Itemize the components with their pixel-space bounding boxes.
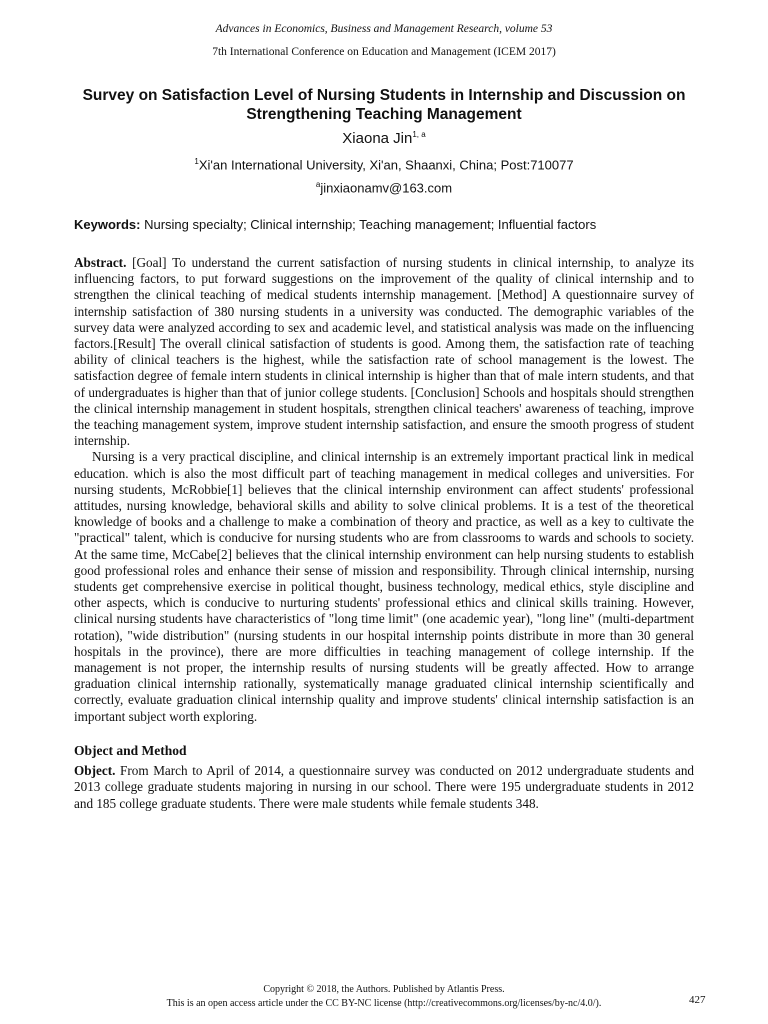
abstract-label: Abstract. (74, 255, 127, 270)
email-text[interactable]: jinxiaonamv@163.com (320, 180, 453, 196)
abstract-paragraph (74, 255, 694, 449)
journal-header: Advances in Economics, Business and Management Research, volume 53 (215, 23, 553, 35)
section-heading: Object and Method (74, 742, 187, 758)
object-label: Object. (74, 763, 116, 779)
abstract-text: [Goal] To understand the current satisfaction of nursing students in clinical internship, to analyze its influencing factors, to put forward suggestions on the improvement of the quality of clinical internship and to strengthen the clinical teaching of medical students internship management. [Method] A questionnaire survey of internship satisfaction of 380 nursing students in a university was conducted. The demographic variables of the survey data were analyzed according to sex and academic level, and statistical analysis was made on the influencing factors.[Result] The overall clinical satisfaction of students is good. Among them, the satisfaction rate of teaching ability of clinical teachers is the highest, while the satisfaction rate of school management is the lowest. The satisfaction degree of female intern students in clinical internship is higher than that of male intern students, and that of undergraduates is higher than that of junior college students. [Conclusion] Schools and hospitals should strengthen the clinical internship management in student hospitals, strengthen clinical teachers' awareness of teaching, improve the teaching management system, improve student internship satisfaction, and ensure the smooth progress of student internship. (74, 255, 694, 449)
author-superscript: 1, a (412, 130, 426, 139)
page-number: 427 (689, 994, 706, 1006)
keywords (74, 217, 694, 232)
author-line (0, 130, 768, 147)
keywords-label: Keywords: (74, 217, 141, 232)
intro-paragraph: Nursing is a very practical discipline, and clinical internship is an extremely important practical link in medical education. which is also the most difficult part of teaching management in medical colleges and universities. For nursing students, McRobbie[1] believes that the clinical internship environment can affect students' professional attitudes, nursing knowledge, behavioral skills and ability to solve clinical problems. It is a test of the theoretical knowledge of books and a challenge to make a combination of theory and practice, as well as a key to cultivate the "practical" talent, which is conducive for nursing students who are from classrooms to wards and schools to society. At the same time, McCabe[2] believes that the clinical internship environment can help nursing students to establish good professional roles and enhance their sense of mission and responsibility. Through clinical internship, nursing students get comprehensive exercise in political thought, business technology, medical ethics, style discipline and other aspects, which is conducive to nurturing students' professional ethics and clinical skills training. However, clinical nursing students have characteristics of "long time limit" (one academic year), "long line" (multi-department rotation), "wide distribution" (nursing students in our hospital internship points distribute in more than 30 general hospitals in the province), there are more difficulties in teaching management of college internship. If the management is not proper, the internship results of nursing students will be greatly affected. How to arrange graduation clinical internship rationally, systematically manage graduated clinical internship scientifically and correctly, evaluate graduation clinical internship quality and improve students' clinical internship satisfaction is an important subject worth exploring. (74, 449, 694, 724)
license-line: This is an open access article under the CC BY-NC license (http://creativecommons.org/licenses/by-nc/4.0/). (166, 998, 602, 1009)
object-text: From March to April of 2014, a questionnaire survey was conducted on 2012 undergraduate students and 2013 college graduate students majoring in nursing in our school. There were 195 undergraduate students in 2012 and 185 college graduate students. There were male students while female students 348. (74, 763, 695, 811)
affiliation-text: Xi'an International University, Xi'an, Shaanxi, China; Post:710077 (198, 157, 574, 173)
conference-header: 7th International Conference on Education and Management (ICEM 2017) (212, 46, 556, 58)
affiliation (0, 157, 768, 172)
copyright-footer (0, 983, 768, 1011)
author-name: Xiaona Jin (342, 130, 413, 147)
paper-body (74, 255, 694, 812)
affiliation-superscript: 1 (194, 157, 199, 166)
object-paragraph (74, 763, 694, 812)
email-superscript: a (315, 180, 321, 189)
paper-title: Survey on Satisfaction Level of Nursing Students in Internship and Discussion on Strengthening Teaching Management (82, 87, 686, 123)
copyright-line: Copyright © 2018, the Authors. Published by Atlantis Press. (263, 984, 505, 995)
keywords-text: Nursing specialty; Clinical internship; Teaching management; Influential factors (144, 217, 597, 232)
author-email (0, 180, 768, 195)
